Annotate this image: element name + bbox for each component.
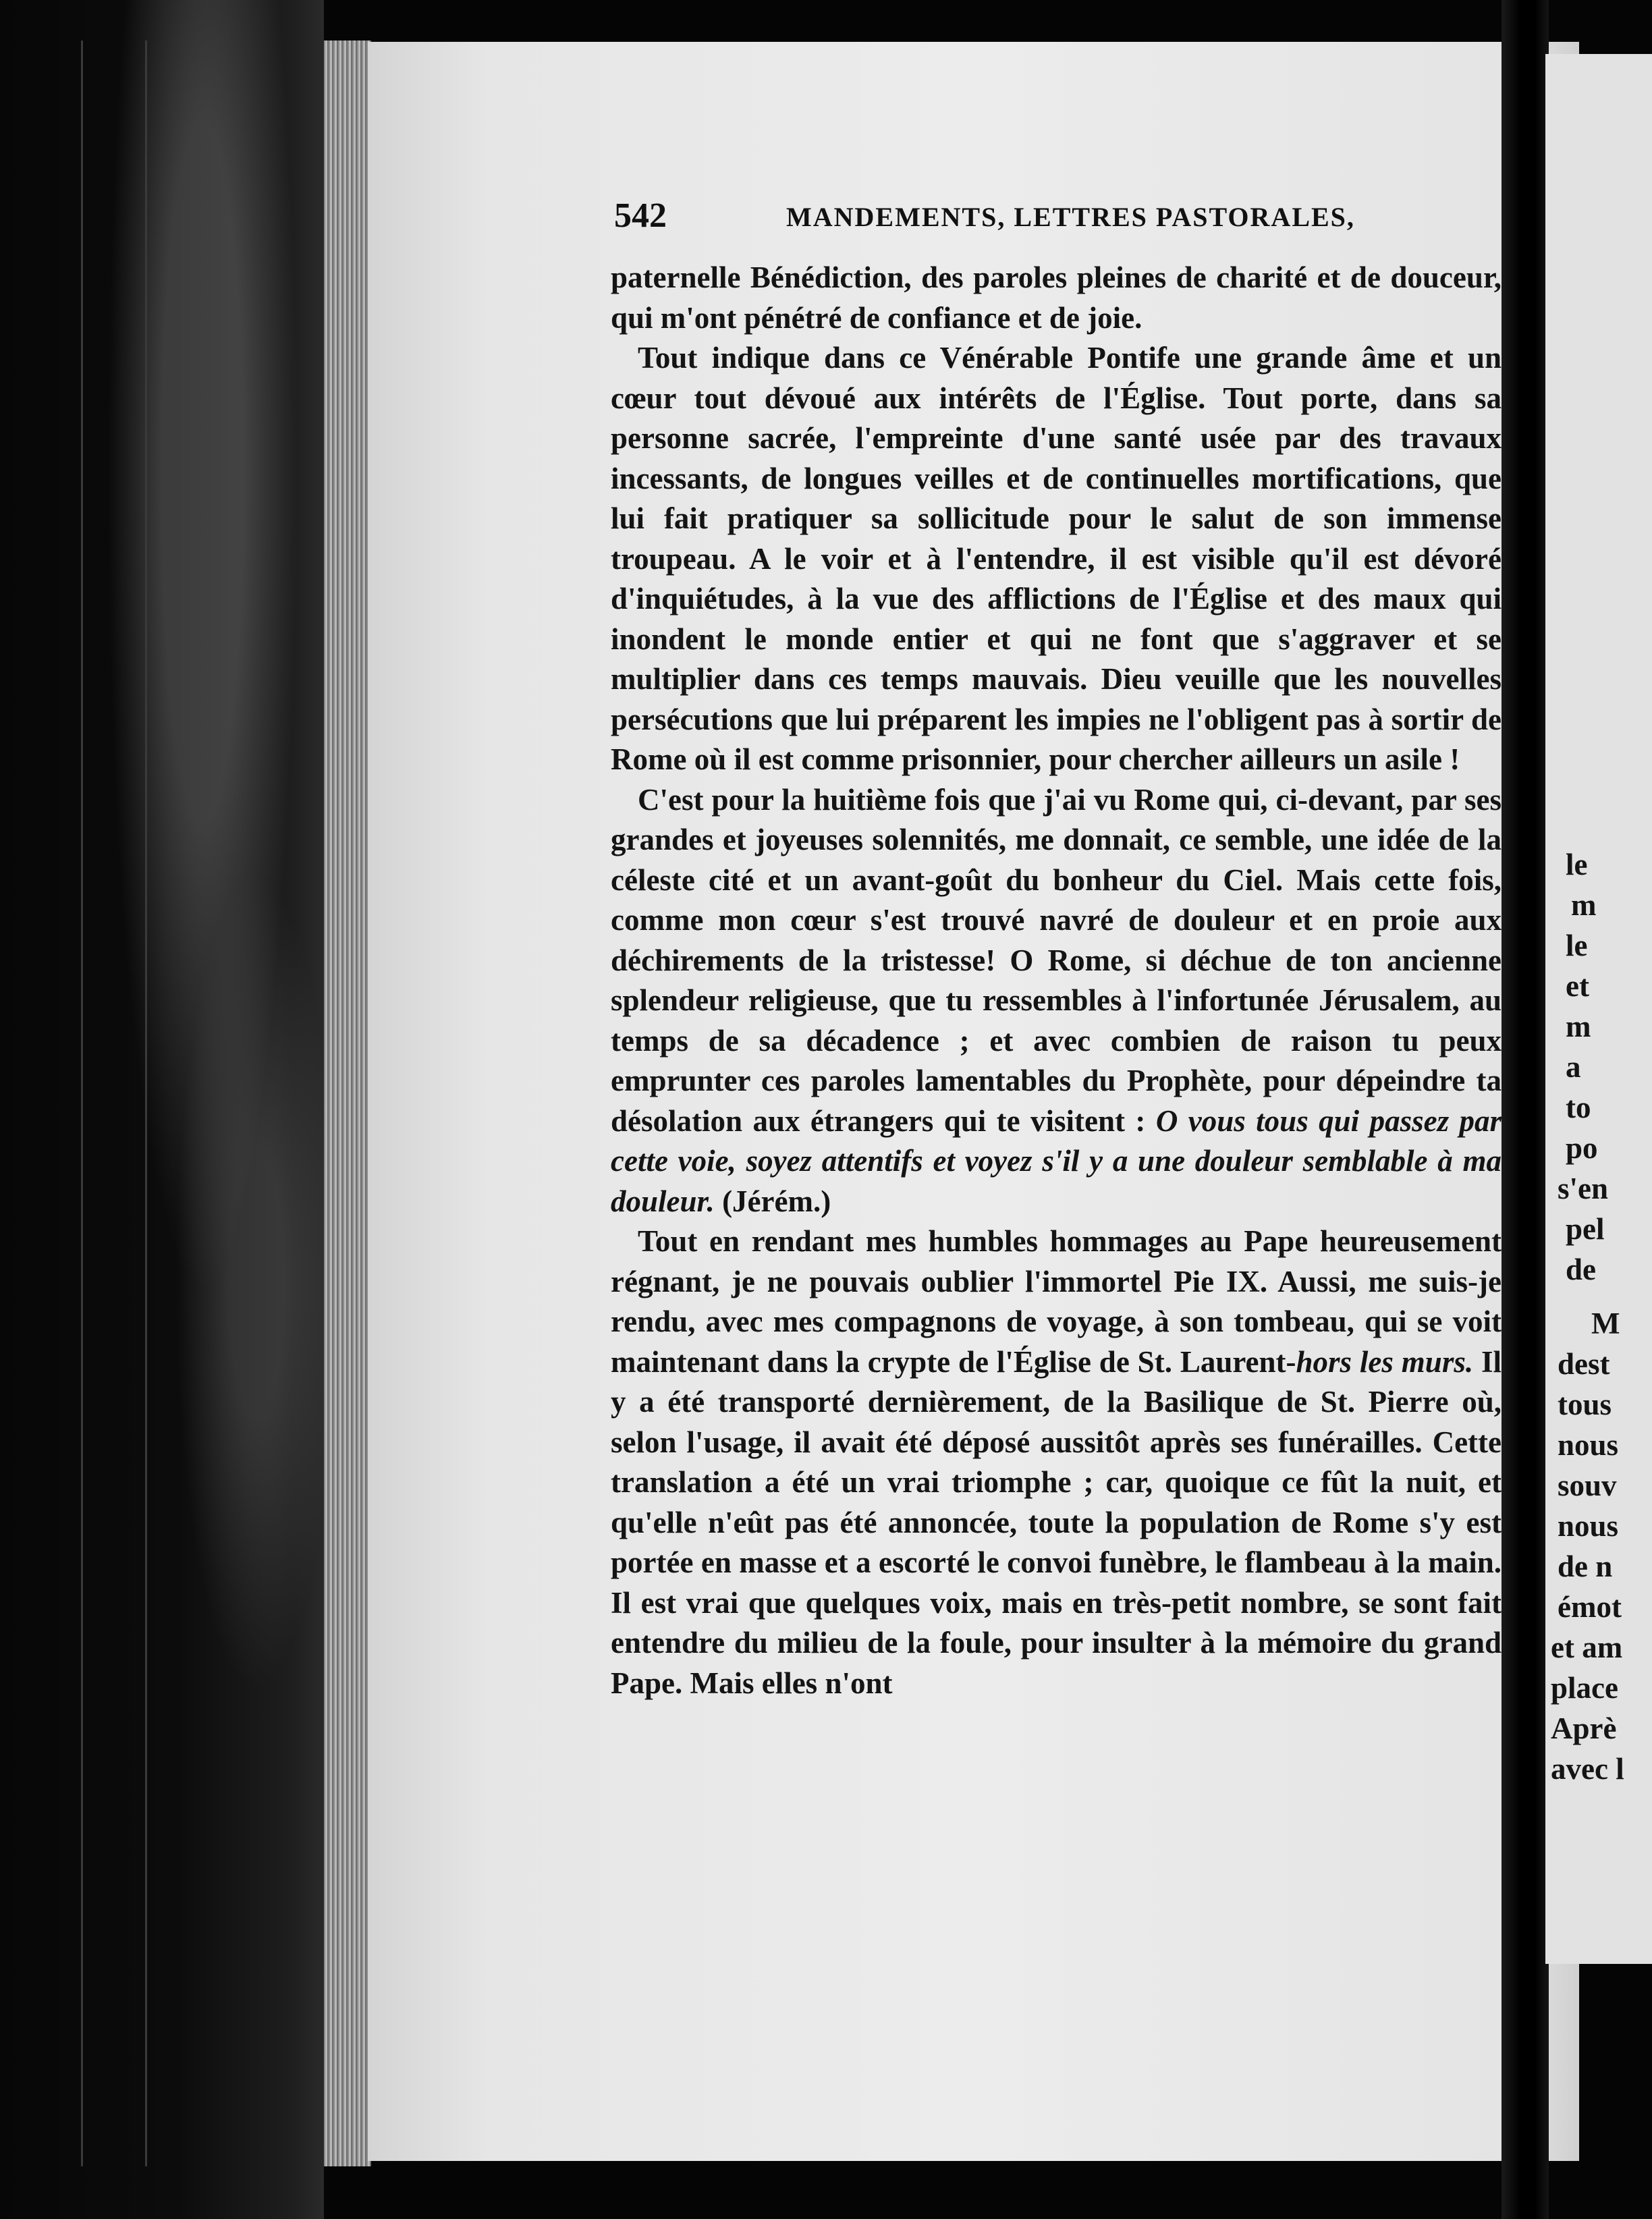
facing-text-fragment: M <box>1591 1307 1620 1340</box>
paragraph-text: Il y a été transporté dernièrement, de la Basilique de St. Pierre où, selon l'usage, il avait été déposé aussitôt après ses funérailles. Cette translation a été un vrai triomphe ; car, quoique ce fût la nuit, et qu'elle n'eût pas été annoncée, toute la population de Rome s'y est portée en masse et a escorté le convoi funèbre, le flambeau à la main. Il est vrai que quelques voix, mais en très-petit nombre, se sont fait entendre du milieu de la foule, pour insulter à la mémoire du grand Pape. Mais elles n'ont <box>611 1344 1502 1700</box>
facing-text-fragment: a <box>1566 1050 1581 1084</box>
paragraph <box>611 780 1502 1222</box>
facing-text-fragment: de n <box>1558 1550 1613 1583</box>
body-text <box>611 258 1502 1703</box>
italic-quotation: O vous tous qui passez par cette voie, soyez attentifs et voyez s'il y a une douleur semblable à ma douleur. <box>611 1103 1502 1218</box>
spine-line <box>81 40 83 2166</box>
spine-line <box>145 40 147 2166</box>
facing-text-fragment: dest <box>1558 1347 1610 1381</box>
facing-text-fragment: avec l <box>1551 1752 1624 1786</box>
book-binding-edge <box>0 0 324 2219</box>
facing-text-fragment: émot <box>1558 1590 1622 1624</box>
paragraph: paternelle Bénédiction, des paroles pleines de charité et de douceur, qui m'ont pénétré de confiance et de joie. <box>611 261 1502 335</box>
facing-text-fragment: m <box>1571 888 1597 922</box>
paragraph <box>611 1222 1502 1703</box>
facing-text-fragment: Aprè <box>1551 1711 1617 1745</box>
page-edges <box>324 40 371 2166</box>
facing-text-fragment: to <box>1566 1091 1591 1124</box>
citation: (Jérém.) <box>722 1184 831 1218</box>
facing-text-fragment: le <box>1566 848 1588 881</box>
facing-text-fragment: pel <box>1566 1212 1605 1246</box>
facing-text-fragment: m <box>1566 1010 1591 1043</box>
facing-text-fragment: et <box>1566 969 1589 1003</box>
italic-place-name: hors les murs. <box>1296 1344 1474 1379</box>
running-title: MANDEMENTS, LETTRES PASTORALES, <box>786 202 1355 232</box>
paragraph-text: C'est pour la huitième fois que j'ai vu Rome qui, ci-devant, par ses grandes et joyeuses solennités, me donnait, ce semble, une idée de la céleste cité et un avant-goût du bonheur du Ciel. Mais cette fois, comme mon cœur s'est trouvé navré de douleur et en proie aux déchirements de la tristesse! O Rome, si déchue de ton ancienne splendeur religieuse, que tu ressembles à l'infortunée Jérusalem, au temps de sa décadence ; et avec combien de raison tu peux emprunter ces paroles lamentables du Prophète, pour dépeindre ta désolation aux étrangers qui te visitent : <box>611 782 1502 1138</box>
facing-text-fragment: s'en <box>1558 1172 1609 1205</box>
page-gutter <box>1502 0 1549 2219</box>
facing-text-fragment: po <box>1566 1131 1598 1165</box>
facing-text-fragment: et am <box>1551 1631 1623 1664</box>
page-header <box>614 196 1491 236</box>
facing-text-fragment: souv <box>1558 1469 1617 1502</box>
paragraph: Tout indique dans ce Vénérable Pontife une grande âme et un cœur tout dévoué aux intérêts de l'Église. Tout porte, dans sa personne sacrée, l'empreinte d'une santé usée par des travaux incessants, de longues veilles et de continuelles mortifications, que lui fait pratiquer sa sollicitude pour le salut de son immense troupeau. A le voir et à l'entendre, il est visible qu'il est dévoré d'inquiétudes, à la vue des afflictions de l'Église et des maux qui inondent le monde entier et qui ne font que s'aggraver et se multiplier dans ces temps mauvais. Dieu veuille que les nouvelles persécutions que lui préparent les impies ne l'obligent pas à sortir de Rome où il est comme prisonnier, pour chercher ailleurs un asile ! <box>611 341 1502 776</box>
paragraph-text: Tout en rendant mes humbles hommages au Pape heureusement régnant, je ne pouvais oublier l'immortel Pie IX. Aussi, me suis-je rendu, avec mes compagnons de voyage, à son tombeau, qui se voit maintenant dans la crypte de l'Église de St. Laurent- <box>611 1224 1502 1379</box>
facing-text-fragment: nous <box>1558 1509 1619 1543</box>
facing-text-fragment: de <box>1566 1253 1596 1286</box>
facing-text-fragment: nous <box>1558 1428 1619 1462</box>
facing-text-fragment: le <box>1566 929 1588 962</box>
page-number: 542 <box>614 196 667 235</box>
facing-text-fragment: tous <box>1558 1388 1612 1421</box>
facing-text-fragment: place <box>1551 1671 1618 1705</box>
